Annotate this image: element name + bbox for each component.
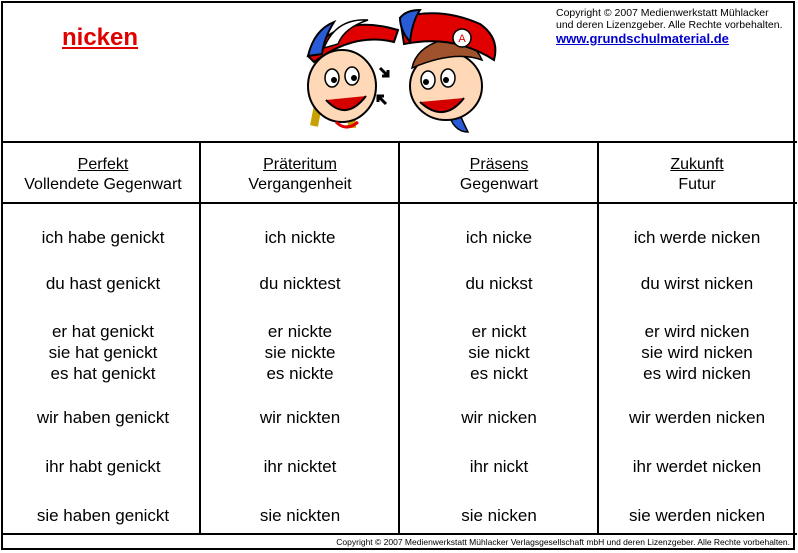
tense-title: Präteritum [263,156,337,173]
footer-divider [3,533,797,535]
conjugation-cell: ich nicke [465,228,533,247]
conjugation-cell: er hat genickt [51,322,155,341]
conjugation-cell: es hat genickt [50,364,156,383]
tense-title: Perfekt [77,156,129,173]
tense-title: Zukunft [670,156,724,173]
conjugation-cell: es nickt [470,364,528,383]
conjugation-cell: ihr nickt [469,457,529,476]
column-header-praeteritum [202,155,398,195]
tense-subtitle: Futur [678,176,716,193]
column-header-divider [3,202,797,204]
conjugation-cell: sie nickt [468,343,530,362]
conjugation-cell: es wird nicken [643,364,751,383]
conjugation-cell: wir haben genickt [36,408,170,427]
conjugation-cell: er nickte [267,322,333,341]
tense-title: Präsens [469,156,529,173]
conjugation-cell: er nickt [471,322,527,341]
conjugation-cell: es nickte [266,364,334,383]
arrow-icon [378,96,386,104]
column-header-zukunft [599,155,795,195]
verb-title: nicken [62,24,139,51]
copyright-line-1: Copyright © 2007 Medienwerkstatt Mühlacker [556,7,769,19]
column-header-perfekt [5,155,201,195]
conjugation-cell: sie hat genickt [48,343,158,362]
conjugation-cell: ihr habt genickt [45,457,161,476]
tense-subtitle: Vollendete Gegenwart [24,176,182,193]
conjugation-cell: du nickst [465,274,533,293]
conjugation-cell: ich habe genickt [41,228,165,247]
conjugation-cell: ich werde nicken [633,228,761,247]
conjugation-cell: wir nicken [461,408,537,427]
header-divider [3,141,797,143]
conjugation-cell: ich nickte [264,228,336,247]
column-divider [398,141,400,533]
copyright-line-2: und deren Lizenzgeber. Alle Rechte vorbehalten. [556,19,783,31]
conjugation-cell: sie nickten [259,506,341,525]
conjugation-cell: wir nickten [259,408,341,427]
boy-figure [400,10,495,132]
conjugation-cell: wir werden nicken [628,408,766,427]
tense-subtitle: Vergangenheit [248,176,352,193]
conjugation-cell: du hast genickt [45,274,161,293]
svg-text:A: A [458,33,466,45]
conjugation-cell: ihr nicktet [263,457,337,476]
conjugation-cell: du wirst nicken [640,274,754,293]
copyright-notice [556,7,783,46]
tense-subtitle: Gegenwart [459,176,539,193]
column-header-praesens [401,155,597,195]
conjugation-cell: er wird nicken [644,322,750,341]
conjugation-cell: sie nicken [461,506,537,525]
conjugation-cell: sie haben genickt [36,506,170,525]
website-link[interactable]: www.grundschulmaterial.de [556,31,729,46]
conjugation-cell: sie werden nicken [628,506,766,525]
conjugation-cell: sie wird nicken [641,343,753,362]
arrow-icon [380,68,388,76]
conjugation-cell: ihr werdet nicken [632,457,762,476]
footer-copyright: Copyright © 2007 Medienwerkstatt Mühlacker Verlagsgesellschaft mbH und deren Lizenzgeber. Alle Rechte vorbehalten. [336,537,790,547]
two-children-with-caps-nodding-icon [296,8,510,140]
conjugation-cell: du nicktest [259,274,341,293]
conjugation-cell: sie nickte [264,343,336,362]
